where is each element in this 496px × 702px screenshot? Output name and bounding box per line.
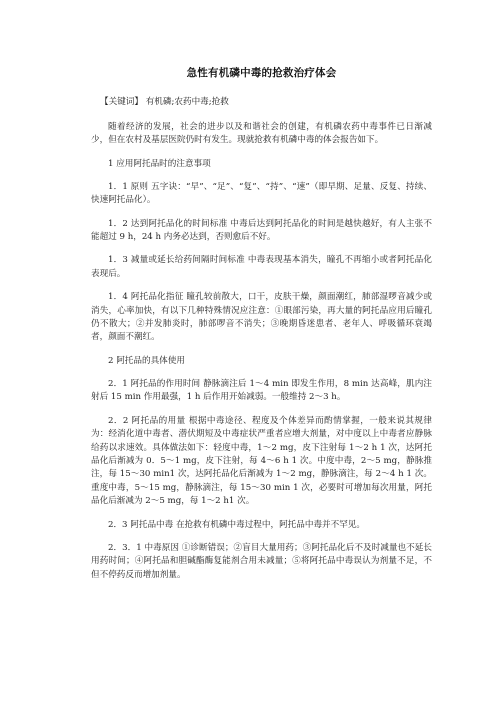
document-body	[91, 66, 432, 592]
intro-paragraph: 随着经济的发展，社会的进步以及和谐社会的创建，有机磷农药中毒事件已日渐减少，但在农村及基层医院仍时有发生。现就抢救有机磷中毒的体会报告如下。	[91, 122, 432, 146]
paragraph-1-1: 1．1 原则 五字诀：“早”、“足”、“复”、“持”、“速”（即早期、足量、反复、持续、快速阿托品化）。	[91, 181, 432, 206]
paragraph-1-4: 1．4 阿托品化指征 瞳孔较前散大，口干，皮肤干燥，颜面潮红，肺部湿啰音减少或消失，心率加快，有以下几种特殊情况应注意：①眼部污染，再大量的阿托品应用后瞳孔仍不散大；②并发肺炎时，肺部啰音不消失；③晚期昏迷患者、老年人、呼吸循环衰竭者，颜面不潮红。	[91, 292, 432, 343]
paragraph-2-3-1: 2．3．1 中毒原因 ①诊断错误；②盲目大量用药；③阿托品化后不及时减量也不延长用药时间；④阿托品和胆碱酯酶复能剂合用未减量；⑤将阿托品中毒误认为剂量不足，不但不停药反而增加剂量。	[91, 542, 432, 580]
section-heading-1: 1 应用阿托品时的注意事项	[108, 158, 211, 169]
section-heading-2: 2 阿托品的具体使用	[108, 355, 185, 366]
paragraph-1-3: 1．3 减量或延长给药间隔时间标准 中毒表现基本消失，瞳孔不再缩小或者阿托品化表现后。	[91, 255, 432, 279]
keywords-line: 【关键词】 有机磷;农药中毒;抢救	[100, 97, 229, 107]
paragraph-2-3: 2．3 阿托品中毒 在抢救有机磷中毒过程中，阿托品中毒并不罕见。	[108, 519, 366, 530]
paragraph-1-2: 1．2 达到阿托品化的时间标准 中毒后达到阿托品化的时间是越快越好，有人主张不能超过 9 h，24 h 内务必达到，否则愈后不好。	[91, 218, 432, 243]
paragraph-2-2: 2．2 阿托品的用量 根据中毒途径、程度及个体差异而酌情掌握，一般来说其规律为：经消化道中毒者、潜伏期短及中毒症状严重者应增大剂量，对中度以上中毒者应静脉给药以求速效。具体做法如下：轻度中毒，1～2 mg，皮下注射每 1～2 h 1 次，达阿托品化后渐减为 0．5～1 mg，皮下注射，每 4～6 h 1 次。中度中毒，2～5 mg，静脉推注，每 15～30 min1 次，达阿托品化后渐减为 1～2 mg，静脉滴注，每 2～4 h 1 次。重度中毒，5～15 mg，静脉滴注，每 15～30 min 1 次，必要时可增加每次用量，阿托品化后渐减为 2～5 mg，每 1～2 h1 次。	[91, 415, 432, 507]
paragraph-2-1: 2．1 阿托品的作用时间 静脉滴注后 1～4 min 即发生作用，8 min 达高峰，肌内注射后 15 min 作用最强，1 h 后作用开始减弱。一般维持 2～3 h。	[91, 378, 432, 403]
page-title: 急性有机磷中毒的抢救治疗体会	[186, 67, 337, 79]
